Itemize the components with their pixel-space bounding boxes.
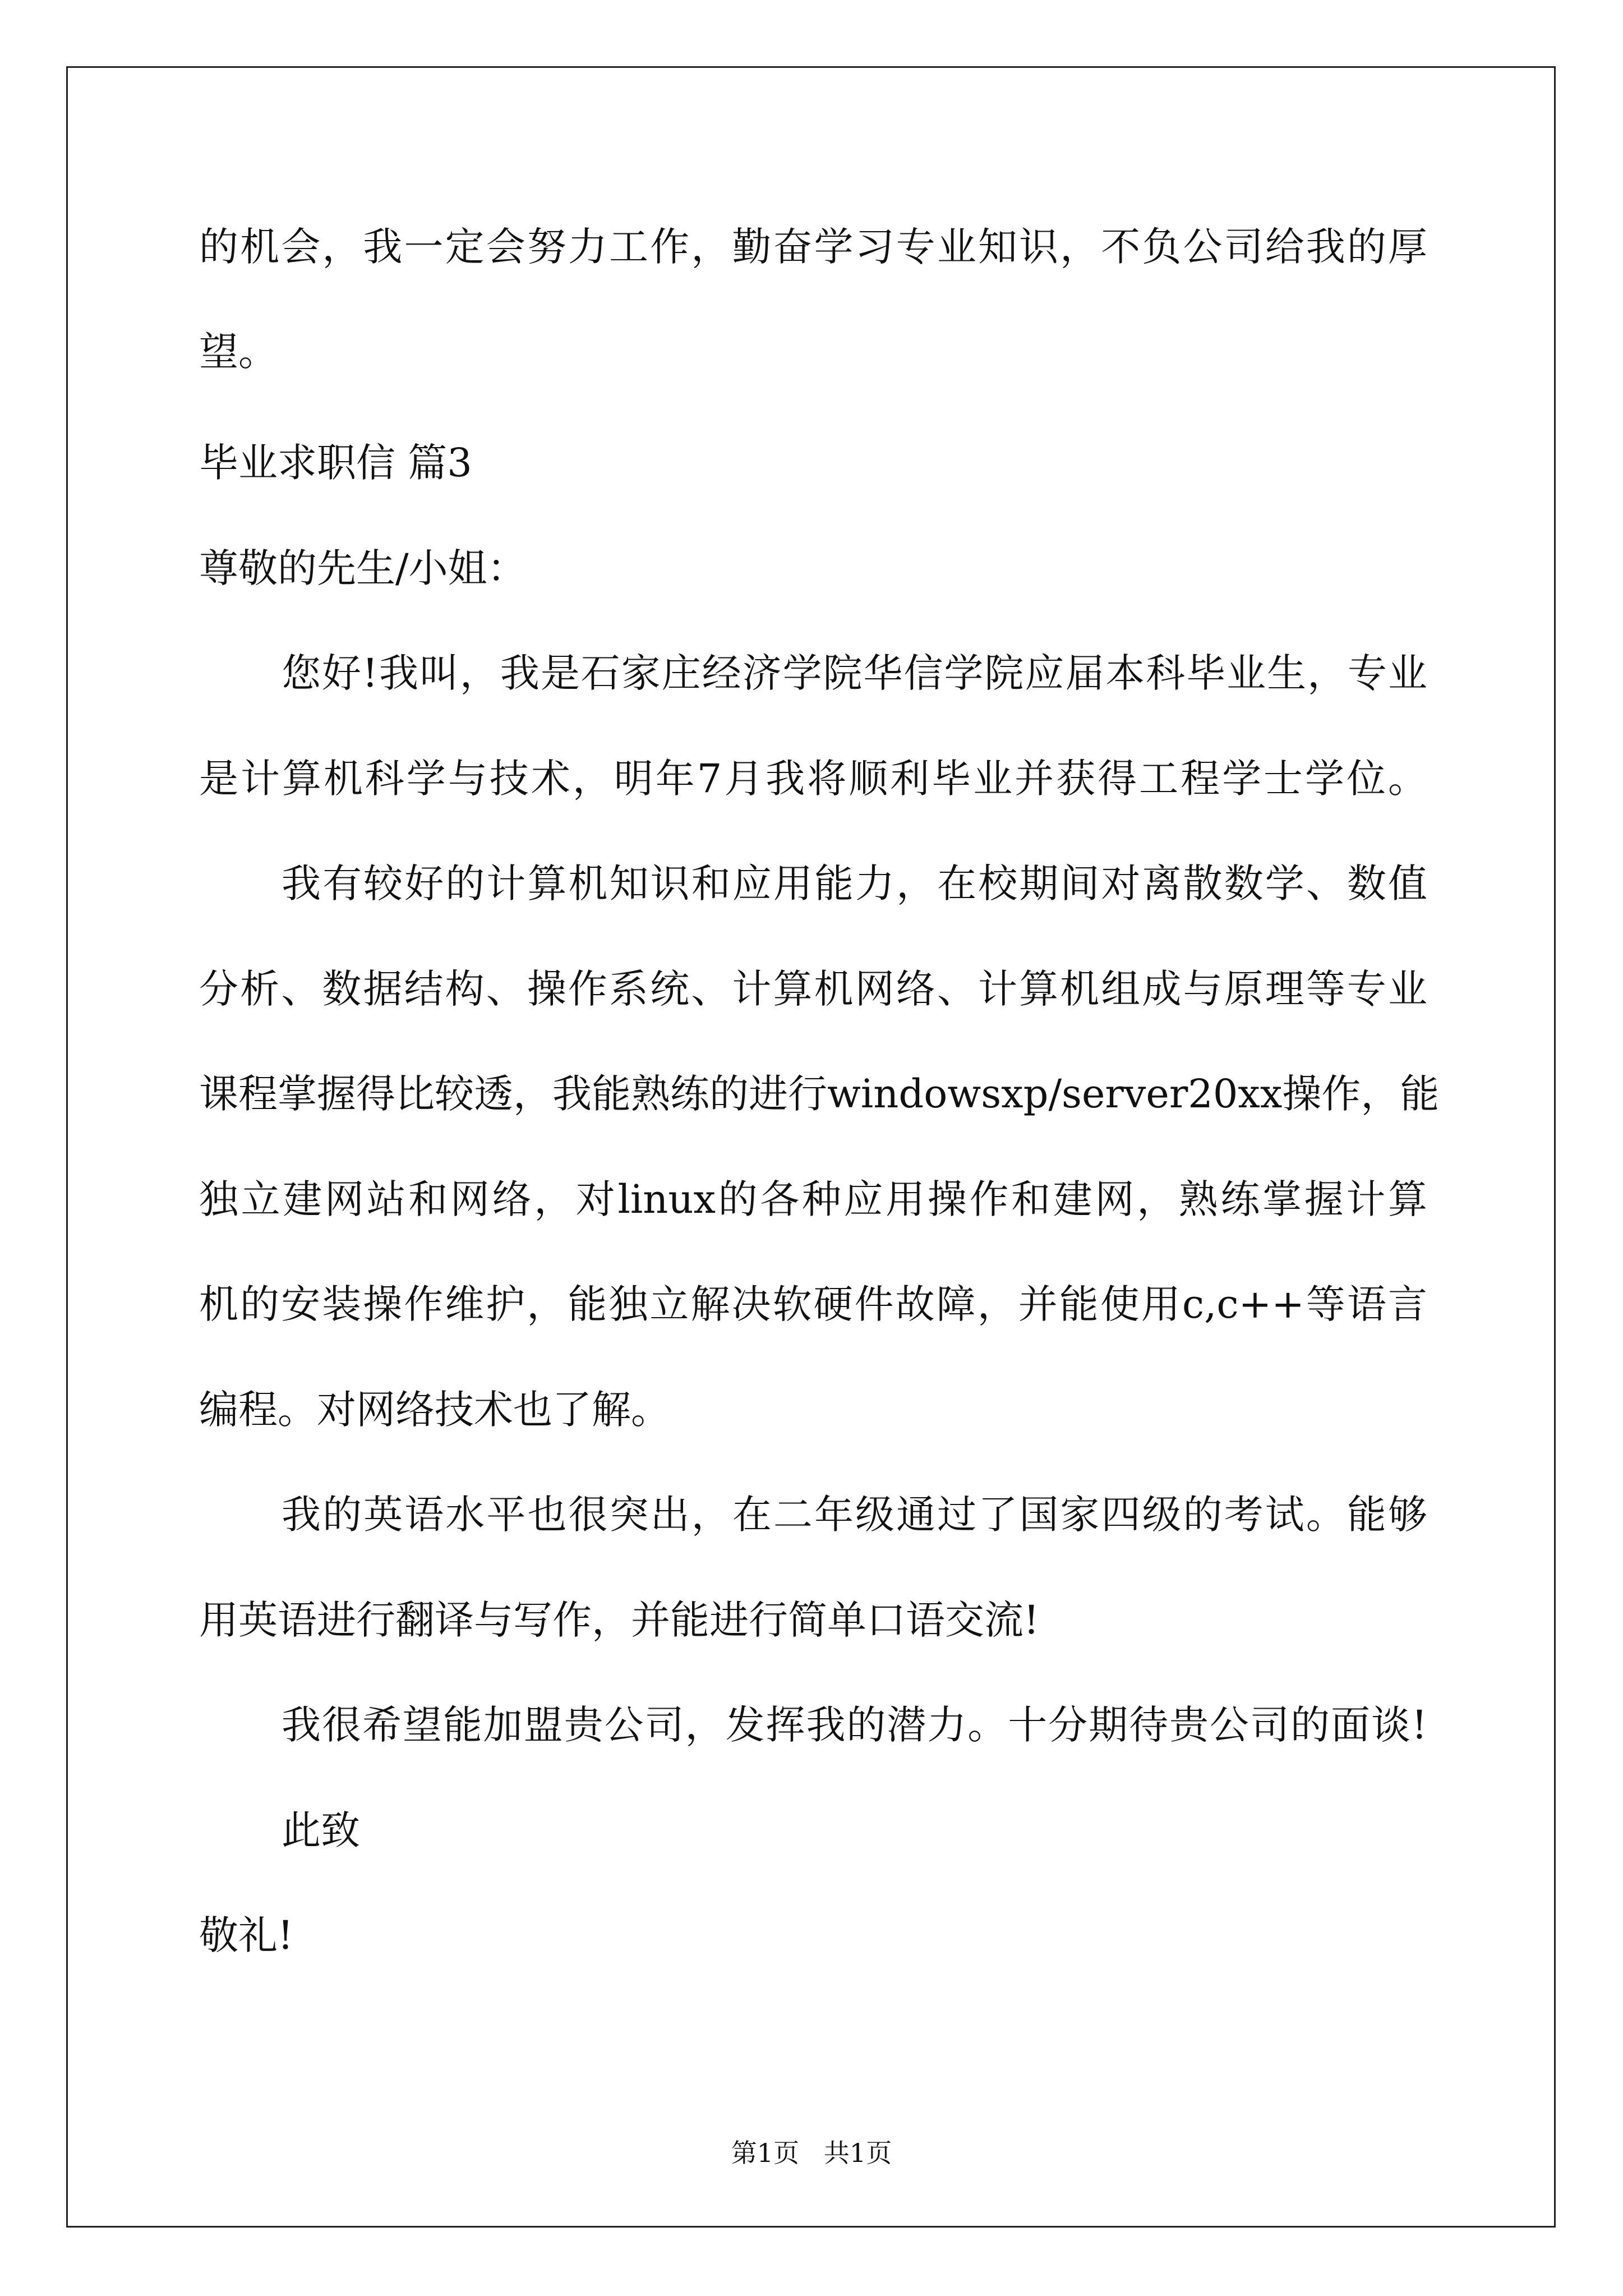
page-border <box>66 66 1556 2228</box>
text-line-10: 独立建网站和网络，对linux的各种应用操作和建网，熟练掌握计算 <box>199 1176 1427 1222</box>
text-line-15: 我很希望能加盟贵公司，发挥我的潜力。十分期待贵公司的面谈! <box>282 1702 1427 1748</box>
text-line-11: 机的安装操作维护，能独立解决软硬件故障，并能使用c,c++等语言 <box>199 1281 1427 1327</box>
text-line-6: 是计算机科学与技术，明年7月我将顺利毕业并获得工程学士学位。 <box>199 756 1427 802</box>
text-line-5: 您好!我叫，我是石家庄经济学院华信学院应届本科毕业生，专业 <box>282 650 1427 696</box>
text-line-2: 望。 <box>199 329 278 375</box>
text-line-7: 我有较好的计算机知识和应用能力，在校期间对离散数学、数值 <box>282 861 1427 907</box>
text-line-12: 编程。对网络技术也了解。 <box>199 1387 670 1433</box>
text-line-8: 分析、数据结构、操作系统、计算机网络、计算机组成与原理等专业 <box>199 966 1427 1012</box>
salutation: 尊敬的先生/小姐： <box>199 545 527 591</box>
text-line-13: 我的英语水平也很突出，在二年级通过了国家四级的考试。能够 <box>282 1492 1427 1538</box>
text-line-9: 课程掌握得比较透，我能熟练的进行windowsxp/server20xx操作，能 <box>199 1071 1440 1117</box>
text-line-1: 的机会，我一定会努力工作，勤奋学习专业知识，不负公司给我的厚 <box>199 224 1427 270</box>
page-footer: 第1页 共1页 <box>731 2138 892 2168</box>
text-line-14: 用英语进行翻译与写作，并能进行简单口语交流! <box>199 1597 1040 1643</box>
closing-salute: 敬礼! <box>199 1912 294 1958</box>
closing-phrase: 此致 <box>282 1807 360 1853</box>
section-heading: 毕业求职信 篇3 <box>199 440 472 486</box>
